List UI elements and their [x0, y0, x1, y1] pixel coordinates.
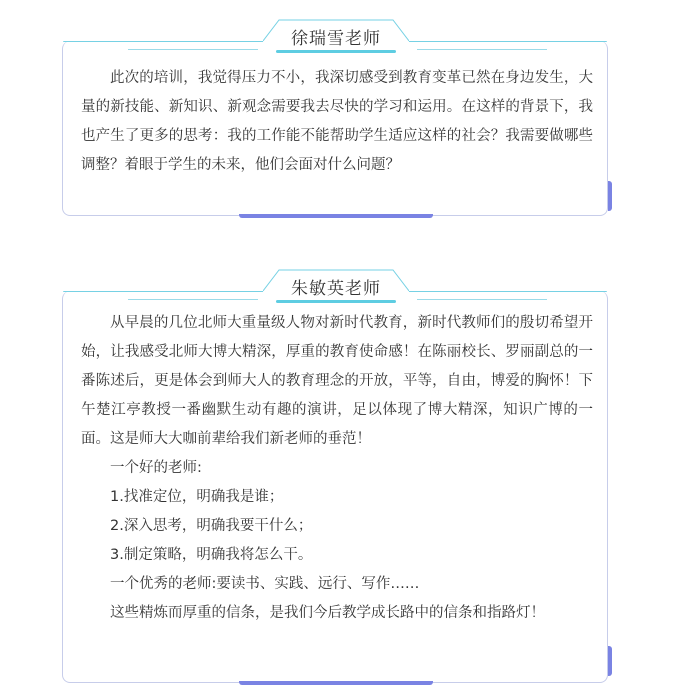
closing-paragraph: 这些精炼而厚重的信条，是我们今后教学成长路中的信条和指路灯！	[110, 605, 545, 621]
card-title-tab	[263, 269, 409, 307]
card-body	[81, 309, 593, 628]
bottom-accent-bar	[239, 681, 433, 685]
card-top-border-right	[409, 291, 607, 292]
teacher-card-zhu	[62, 279, 608, 683]
decorative-line-right	[417, 299, 547, 300]
list-item: 3.制定策略，明确我将怎么干。	[110, 547, 313, 563]
side-accent-bar	[608, 181, 612, 211]
list-item: 2.深入思考，明确我要干什么；	[110, 518, 313, 534]
list-item: 1.找准定位，明确我是谁；	[110, 489, 284, 505]
decorative-line-left	[128, 49, 258, 50]
card-top-border-left	[63, 41, 263, 42]
card-title: 朱敏英老师	[291, 279, 381, 299]
card-top-border-left	[63, 291, 263, 292]
card-title-tab	[263, 19, 409, 57]
list-item: 一个好的老师:	[110, 460, 202, 476]
title-underline	[276, 300, 396, 303]
decorative-line-left	[128, 299, 258, 300]
card-title: 徐瑞雪老师	[291, 29, 381, 49]
card-top-border-right	[409, 41, 607, 42]
list-item: 一个优秀的老师:要读书、实践、远行、写作……	[110, 576, 420, 592]
bottom-accent-bar	[239, 214, 433, 218]
card-paragraph: 从早晨的几位北师大重量级人物对新时代教育，新时代教师们的殷切希望开始，让我感受北师大博大精深，厚重的教育使命感！在陈丽校长、罗丽副总的一番陈述后，更是体会到师大人的教育理念的开放，平等，自由，博爱的胸怀！下午楚江亭教授一番幽默生动有趣的演讲，足以体现了博大精深，知识广博的一面。这是师大大咖前辈给我们新老师的垂范！	[81, 315, 593, 447]
teacher-card-xu	[62, 29, 608, 216]
title-underline	[276, 50, 396, 53]
decorative-line-right	[417, 49, 547, 50]
card-paragraph: 此次的培训，我觉得压力不小，我深切感受到教育变革已然在身边发生，大量的新技能、新知识、新观念需要我去尽快的学习和运用。在这样的背景下，我也产生了更多的思考：我的工作能不能帮助学生适应这样的社会？我需要做哪些调整？着眼于学生的未来，他们会面对什么问题？	[81, 70, 593, 173]
side-accent-bar	[608, 646, 612, 676]
card-body	[81, 64, 593, 180]
